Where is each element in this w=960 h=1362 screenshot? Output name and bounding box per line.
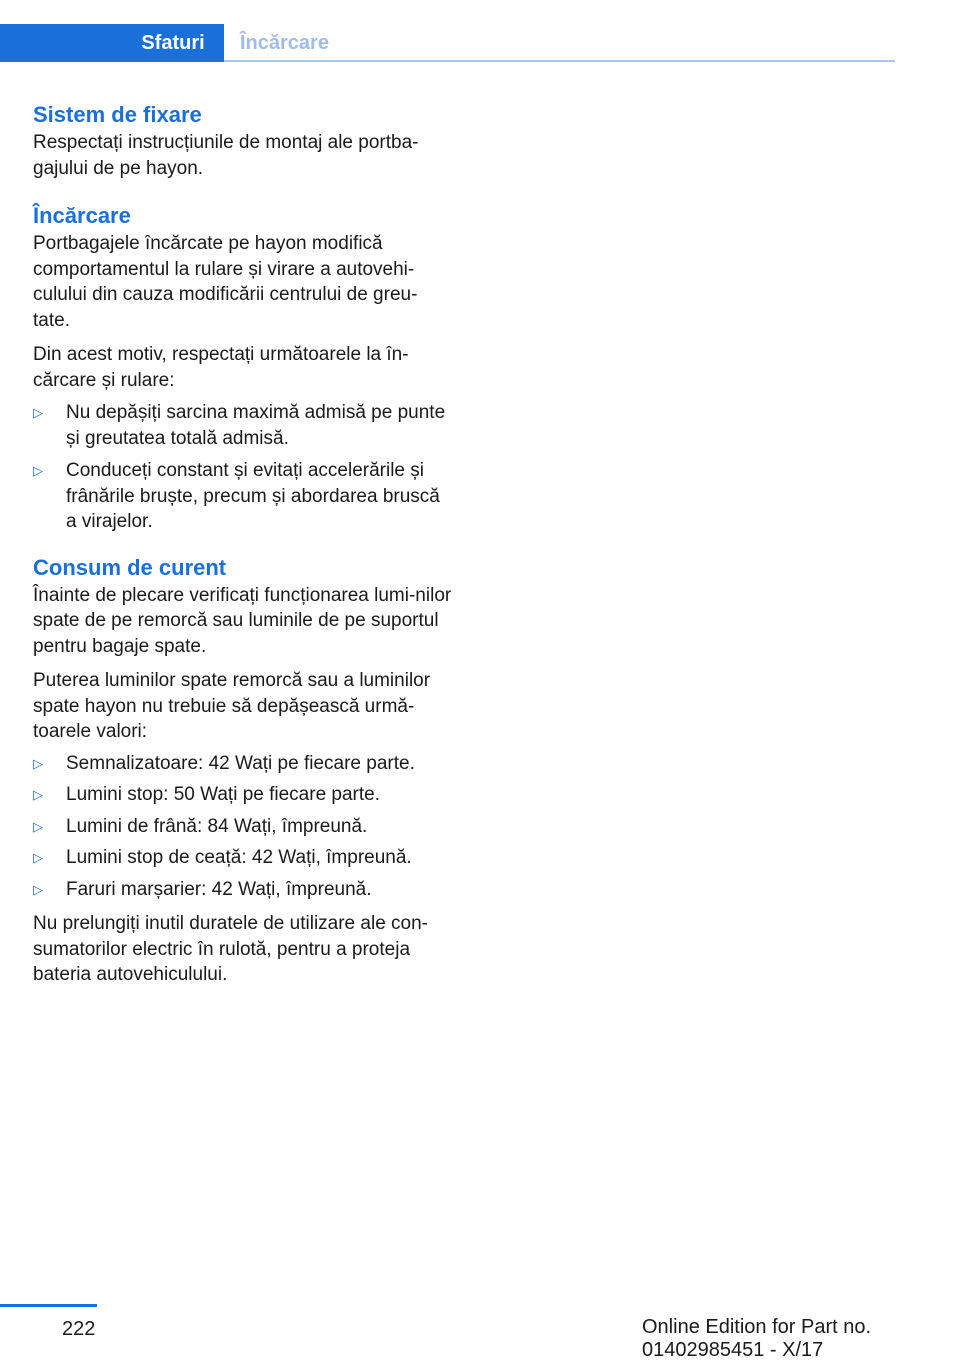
list-item: ▷ Faruri marșarier: 42 Wați, împreună. <box>33 877 453 903</box>
page-number: 222 <box>62 1318 96 1340</box>
section-consum-de-curent <box>33 553 453 988</box>
paragraph: Nu prelungiți inutil duratele de utilizare ale con‐sumatorilor electric în rulotă, pentru a proteja bateria autovehiculului. <box>33 913 429 985</box>
section-incarcare <box>33 201 453 535</box>
header-accent-bar <box>0 24 122 62</box>
paragraph: Respectați instrucțiunile de montaj ale portba‐gajului de pe hayon. <box>33 132 419 179</box>
section-title: Sistem de fixare <box>33 102 202 127</box>
list-item: ▷ Lumini stop de ceață: 42 Wați, împreună. <box>33 845 453 871</box>
triangle-bullet-icon: ▷ <box>33 755 43 771</box>
edition-note: Online Edition for Part no. 01402985451 - X/17 <box>642 1316 872 1361</box>
paragraph: Din acest motiv, respectați următoarele la în‐cărcare și rulare: <box>33 344 409 391</box>
paragraph: Înainte de plecare verificați funcționarea lumi‐nilor spate de pe remorcă sau luminile de pe suportul pentru bagaje spate. <box>33 584 452 657</box>
bullet-list <box>33 751 453 903</box>
section-sistem-de-fixare <box>33 100 453 181</box>
triangle-bullet-icon: ▷ <box>33 463 43 478</box>
list-item: ▷ Lumini stop: 50 Wați pe fiecare parte. <box>33 782 453 808</box>
list-item: ▷ Nu depășiți sarcina maximă admisă pe punte și greutatea totală admisă. <box>33 402 446 449</box>
triangle-bullet-icon: ▷ <box>33 405 43 420</box>
list-item: ▷ Semnalizatoare: 42 Wați pe fiecare parte. <box>33 751 453 777</box>
triangle-bullet-icon: ▷ <box>33 787 43 802</box>
page-content <box>33 100 453 1002</box>
triangle-bullet-icon: ▷ <box>33 881 43 897</box>
bullet-list <box>33 400 453 535</box>
list-item: ▷ Lumini de frână: 84 Wați, împreună. <box>33 814 453 840</box>
triangle-bullet-icon: ▷ <box>33 850 43 865</box>
section-title: Consum de curent <box>33 554 227 580</box>
header-tab-section[interactable]: Sfaturi <box>122 24 224 62</box>
header-divider <box>224 60 895 62</box>
list-item: ▷ Conduceți constant și evitați accelerările și frânările bruște, precum și abordarea bruscă a virajelor. <box>33 460 440 532</box>
paragraph: Portbagajele încărcate pe hayon modifică comportamentul la rulare și virare a autovehi‐culului din cauza modificării centrului de greu‐tate. <box>33 233 418 331</box>
footer-accent-line <box>0 1304 97 1307</box>
section-title: Încărcare <box>33 203 131 228</box>
paragraph: Puterea luminilor spate remorcă sau a luminilor spate hayon nu trebuie să depășească urmă‐toarele valori: <box>33 670 431 742</box>
header-tab-topic[interactable]: Încărcare <box>240 32 329 54</box>
triangle-bullet-icon: ▷ <box>33 818 43 834</box>
